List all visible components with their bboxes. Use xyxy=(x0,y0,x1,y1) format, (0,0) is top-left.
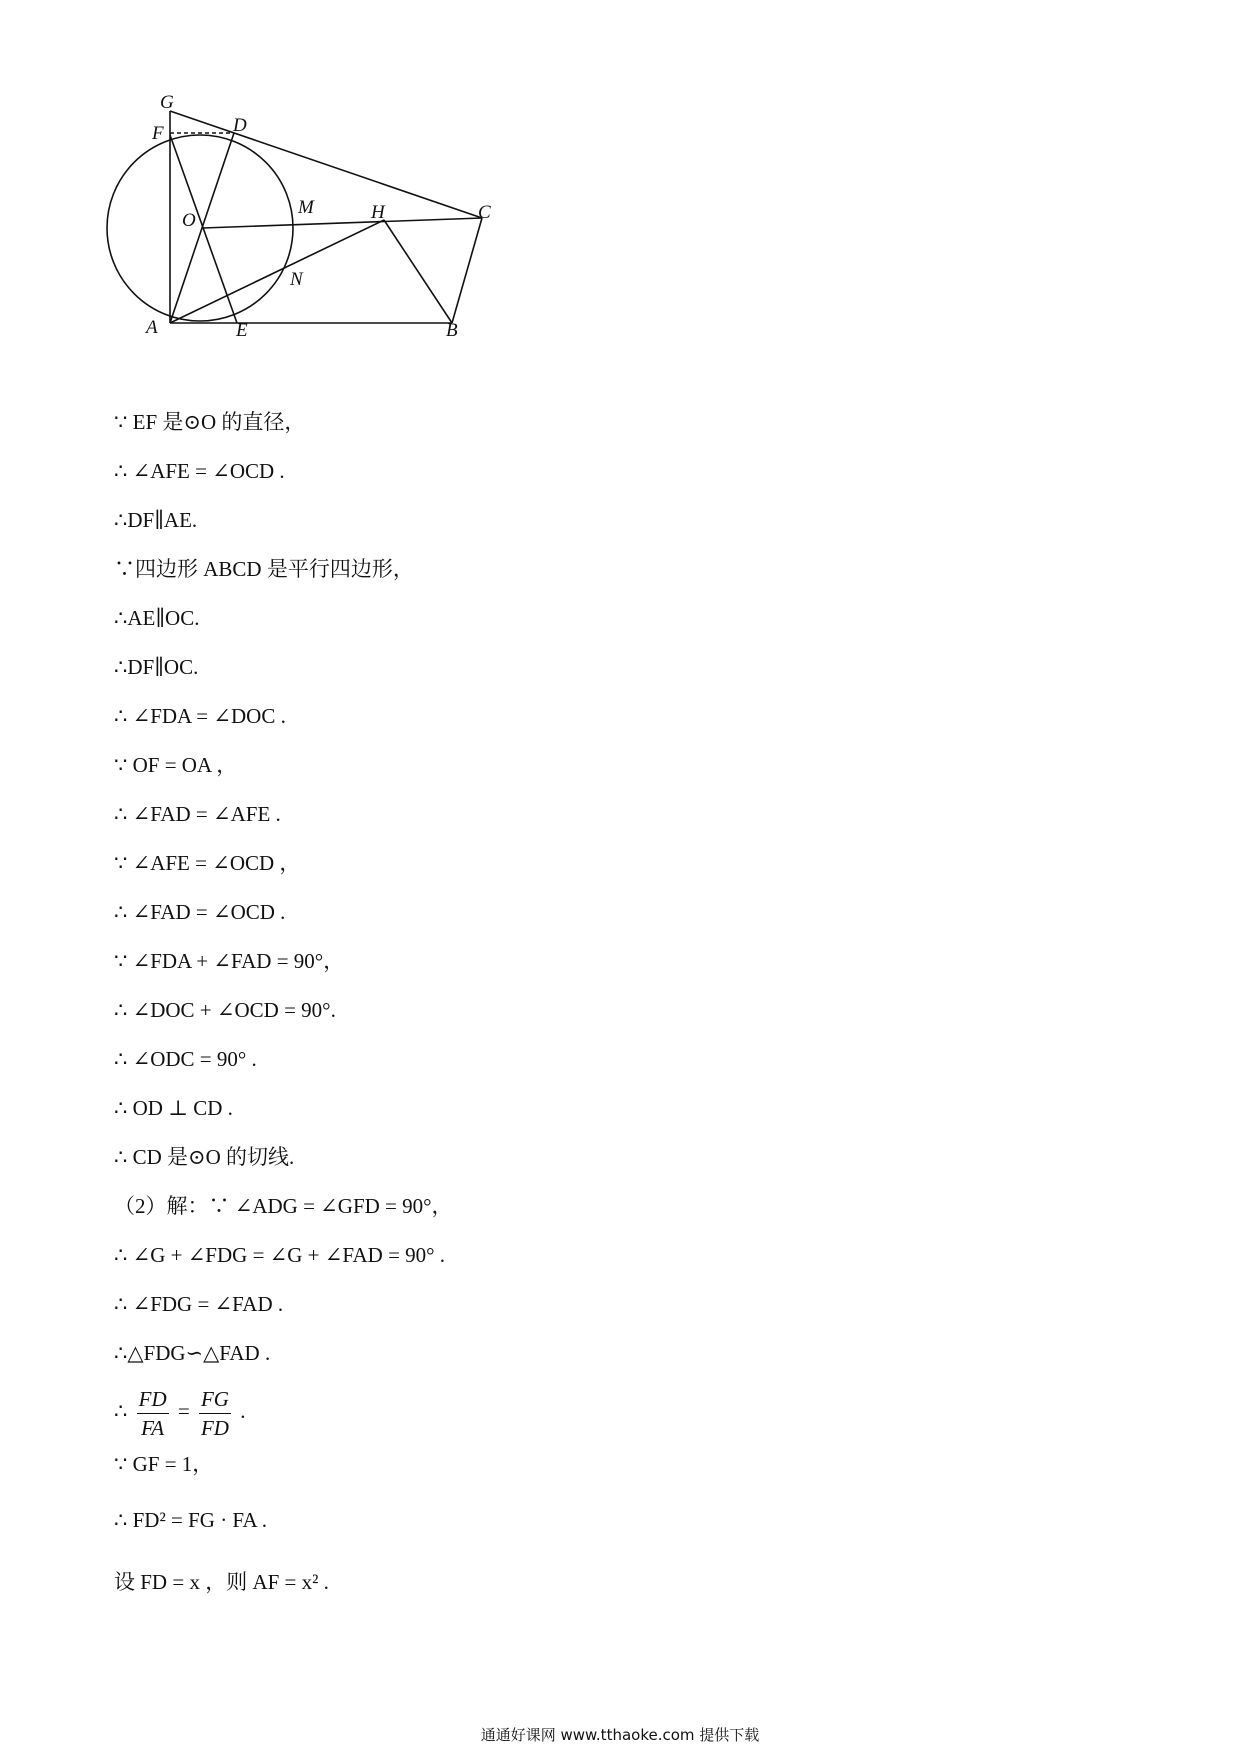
label-m: M xyxy=(298,197,314,218)
proof-line: ∵ GF = 1， xyxy=(114,1452,214,1476)
proof-line: ∴ FD² = FG · FA . xyxy=(114,1508,268,1532)
segment-cb xyxy=(452,218,482,323)
proof-line: ∴ ∠FDA = ∠DOC . xyxy=(114,704,286,728)
fraction-prefix: ∴ xyxy=(114,1399,128,1423)
page-footer: 通通好课网 www.tthaoke.com 提供下载 xyxy=(480,1726,760,1744)
proof-line: ∴ ∠AFE = ∠OCD . xyxy=(114,459,285,483)
label-e: E xyxy=(236,320,248,341)
label-n: N xyxy=(290,269,303,290)
fraction-suffix: . xyxy=(240,1399,246,1423)
proof-line: ∴ ∠DOC + ∠OCD = 90°. xyxy=(114,998,336,1022)
label-a: A xyxy=(146,317,158,338)
proof-line: ∵ EF 是⊙O 的直径， xyxy=(114,410,306,434)
circle-o xyxy=(107,135,293,321)
proof-line: ∴ ∠FAD = ∠OCD . xyxy=(114,900,286,924)
segment-gc xyxy=(170,111,482,218)
proof-line: ∴AE∥OC. xyxy=(114,606,200,630)
proof-line: 设 FD = x ，则 AF = x² . xyxy=(114,1570,329,1594)
label-h: H xyxy=(371,202,385,223)
label-f: F xyxy=(152,123,164,144)
geometry-diagram xyxy=(100,95,560,385)
geometry-figure xyxy=(100,95,560,385)
proof-line: ∴ ∠G + ∠FDG = ∠G + ∠FAD = 90° . xyxy=(114,1243,446,1267)
proof-line: ∴ ∠ODC = 90° . xyxy=(114,1047,257,1071)
fraction-equals: = xyxy=(177,1399,190,1423)
proof-line: ∵ OF = OA ， xyxy=(114,753,238,777)
segment-hb xyxy=(384,220,452,323)
label-d: D xyxy=(233,115,247,136)
fraction-left-denominator: FA xyxy=(141,1415,165,1440)
proof-line: ∴DF∥OC. xyxy=(114,655,199,679)
proof-line: （2）解：∵ ∠ADG = ∠GFD = 90°， xyxy=(114,1194,453,1218)
segment-ah xyxy=(170,220,384,323)
proof-line: ∴ CD 是⊙O 的切线. xyxy=(114,1145,295,1169)
proof-line: ∵ ∠AFE = ∠OCD ， xyxy=(114,851,301,875)
fraction-right-numerator: FG xyxy=(199,1385,231,1414)
label-c: C xyxy=(478,202,491,223)
proof-line: ∵ ∠FDA + ∠FAD = 90°， xyxy=(114,949,345,973)
fraction-left-numerator: FD xyxy=(137,1385,169,1414)
fraction-equation xyxy=(114,1382,1114,1440)
fraction-left xyxy=(137,1385,169,1442)
label-o: O xyxy=(182,210,196,231)
label-g: G xyxy=(160,95,174,113)
proof-text xyxy=(114,398,1114,1613)
label-b: B xyxy=(446,320,458,341)
proof-line: ∴ OD ⊥ CD . xyxy=(114,1096,233,1120)
fraction-right xyxy=(199,1385,231,1442)
proof-line: ∴ ∠FAD = ∠AFE . xyxy=(114,802,281,826)
segment-oc xyxy=(203,218,482,228)
fraction-right-denominator: FD xyxy=(200,1415,229,1440)
proof-line: ∵四边形 ABCD 是平行四边形， xyxy=(114,557,414,581)
proof-line: ∴△FDG∽△FAD . xyxy=(114,1341,271,1365)
proof-line: ∴DF∥AE. xyxy=(114,508,198,532)
proof-line: ∴ ∠FDG = ∠FAD . xyxy=(114,1292,284,1316)
